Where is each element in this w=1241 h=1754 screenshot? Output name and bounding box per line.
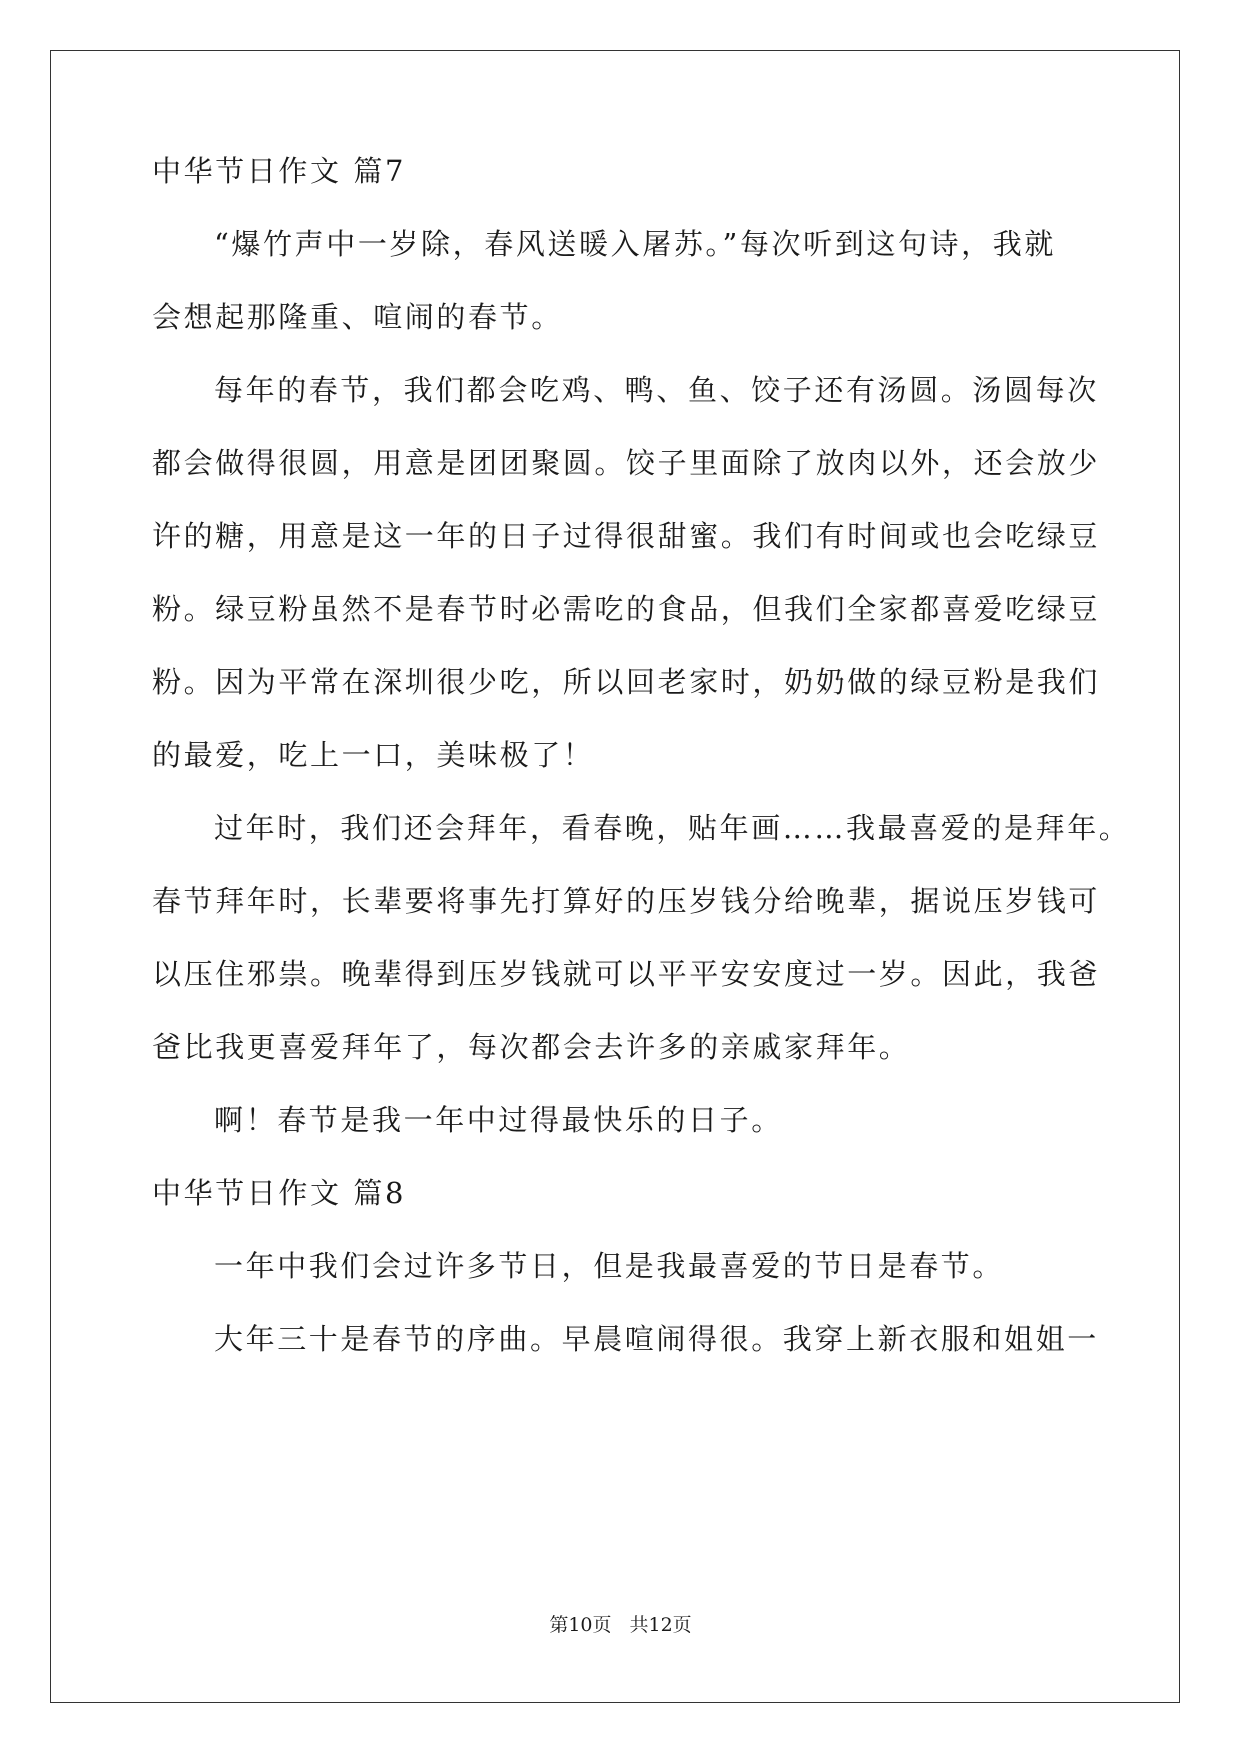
paragraph-line: 许的糖，用意是这一年的日子过得很甜蜜。我们有时间或也会吃绿豆 xyxy=(152,519,1101,553)
page-frame xyxy=(50,50,1180,1703)
paragraph-line: 会想起那隆重、喧闹的春节。 xyxy=(152,300,563,334)
paragraph-line: 以压住邪祟。晚辈得到压岁钱就可以平平安安度过一岁。因此，我爸 xyxy=(152,957,1101,991)
paragraph-line: 都会做得很圆，用意是团团聚圆。饺子里面除了放肉以外，还会放少 xyxy=(152,446,1101,480)
current-page-number: 第10页 xyxy=(549,1614,612,1636)
paragraph-line: 大年三十是春节的序曲。早晨喧闹得很。我穿上新衣服和姐姐一 xyxy=(214,1322,1099,1356)
paragraph-line: 的最爱，吃上一口，美味极了！ xyxy=(152,738,595,772)
paragraph-line: 粉。绿豆粉虽然不是春节时必需吃的食品，但我们全家都喜爱吃绿豆 xyxy=(152,592,1101,626)
paragraph-line: 爸比我更喜爱拜年了，每次都会去许多的亲戚家拜年。 xyxy=(152,1030,911,1064)
paragraph-line: 过年时，我们还会拜年，看春晚，贴年画……我最喜爱的是拜年。 xyxy=(214,811,1131,845)
paragraph-line: 春节拜年时，长辈要将事先打算好的压岁钱分给晚辈，据说压岁钱可 xyxy=(152,884,1101,918)
paragraph-line: 一年中我们会过许多节日，但是我最喜爱的节日是春节。 xyxy=(214,1249,1005,1283)
page-footer xyxy=(0,1616,1241,1635)
section-heading-7: 中华节日作文 篇7 xyxy=(152,154,407,188)
total-pages: 共12页 xyxy=(629,1614,692,1636)
paragraph-line: 粉。因为平常在深圳很少吃，所以回老家时，奶奶做的绿豆粉是我们 xyxy=(152,665,1101,699)
section-heading-8: 中华节日作文 篇8 xyxy=(152,1176,407,1210)
paragraph-line: 啊！春节是我一年中过得最快乐的日子。 xyxy=(214,1103,783,1137)
paragraph-line: “爆竹声中一岁除，春风送暖入屠苏。”每次听到这句诗，我就 xyxy=(214,227,1056,261)
paragraph-line: 每年的春节，我们都会吃鸡、鸭、鱼、饺子还有汤圆。汤圆每次 xyxy=(214,373,1099,407)
